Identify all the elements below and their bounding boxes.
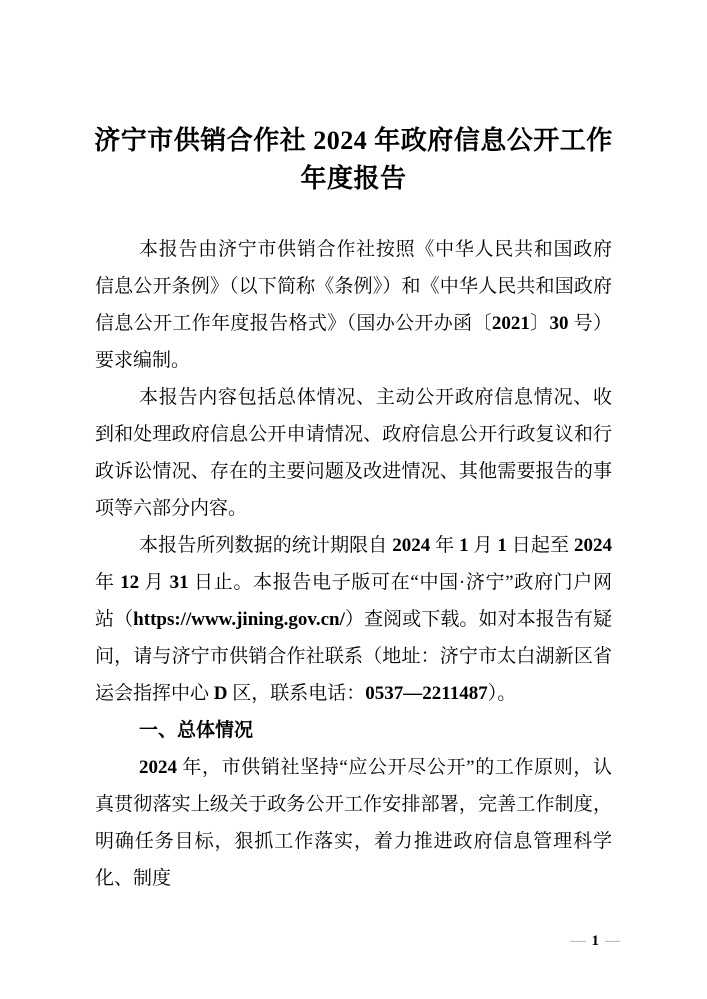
- body-paragraph: [95, 379, 612, 527]
- bold-text-run: 2024: [392, 535, 431, 556]
- text-run: 年: [95, 572, 121, 593]
- page-title: [44, 122, 664, 198]
- footer-dash-right: —: [605, 933, 620, 949]
- bold-text-run: 2021: [491, 313, 530, 334]
- body-paragraph: [95, 527, 612, 712]
- bold-text-run: 12: [120, 572, 140, 593]
- page-footer: [571, 933, 621, 949]
- text-run: 本报告所列数据的统计期限自: [139, 535, 393, 556]
- text-run: 日止。本报告电子版可在“中国·济宁”政府门户网站（: [95, 572, 612, 630]
- bold-text-run: 一、总体情况: [139, 720, 254, 741]
- bold-text-run: https://www.jining.gov.cn/: [133, 609, 345, 630]
- text-run: ）查阅或下载。如对本报告有疑问，请与济宁市供销合作社联系（地址：济宁市太白湖新区省运会指挥中心: [95, 609, 612, 704]
- body-paragraph: [95, 749, 612, 897]
- bold-text-run: 30: [549, 313, 569, 334]
- title-line-2: 年度报告: [300, 164, 407, 193]
- bold-text-run: D: [213, 683, 228, 704]
- text-run: 月: [139, 572, 170, 593]
- bold-text-run: 0537—2211487: [365, 683, 488, 704]
- bold-text-run: 2024: [573, 535, 612, 556]
- document-body: [95, 231, 612, 897]
- text-run: 年: [430, 535, 460, 556]
- bold-text-run: 31: [169, 572, 189, 593]
- section-heading: [95, 712, 612, 749]
- text-run: 月: [468, 535, 498, 556]
- text-run: 本报告由济宁市供销合作社按照《中华人民共和国政府信息公开条例》（以下简称《条例》）和《中华人民共和国政府信息公开工作年度报告格式》（国办公开办函〔: [95, 239, 612, 334]
- text-run: 本报告内容包括总体情况、主动公开政府信息情况、收到和处理政府信息公开申请情况、政府信息公开行政复议和行政诉讼情况、存在的主要问题及改进情况、其他需要报告的事项等六部分内容。: [95, 387, 612, 519]
- title-line-1: 济宁市供销合作社 2024 年政府信息公开工作: [94, 126, 613, 155]
- footer-dash-left: —: [570, 933, 586, 949]
- page-number: 1: [591, 933, 599, 949]
- text-run: 区，联系电话：: [227, 683, 366, 704]
- body-paragraph: [95, 231, 612, 379]
- text-run: 年，市供销社坚持“应公开尽公开”的工作原则，认真贯彻落实上级关于政务公开工作安排部署，完善工作制度，明确任务目标，狠抓工作落实，着力推进政府信息管理科学化、制度: [95, 757, 612, 889]
- bold-text-run: 1: [459, 535, 469, 556]
- text-run: 号）要求编制。: [95, 313, 612, 371]
- text-run: 〕: [529, 313, 550, 334]
- text-run: ）。: [487, 683, 517, 704]
- text-run: 日起至: [506, 535, 574, 556]
- bold-text-run: 2024: [139, 757, 177, 778]
- bold-text-run: 1: [497, 535, 507, 556]
